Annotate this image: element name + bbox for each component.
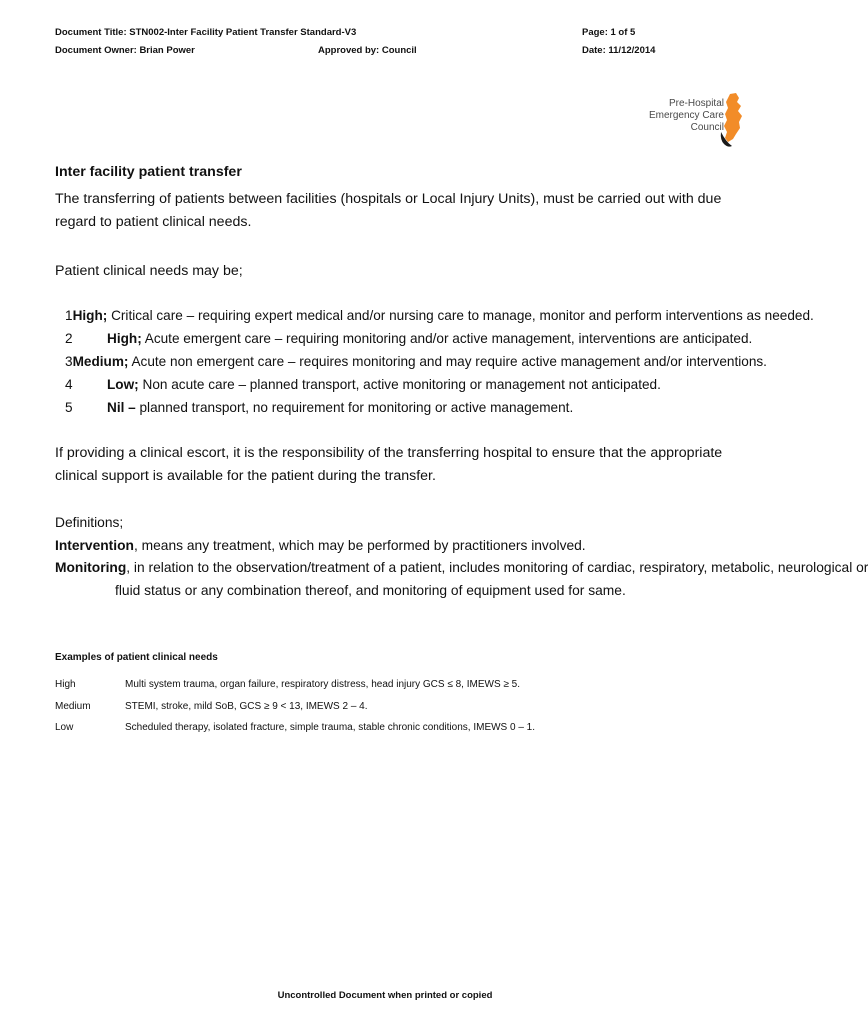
definition-monitoring: Monitoring, in relation to the observation/treatment of a patient, includes monitoring of cardiac, respiratory, metabolic, neurological or: [55, 560, 868, 575]
approved-by: Approved by: Council: [318, 45, 417, 56]
page-number: Page: 1 of 5: [582, 27, 636, 38]
needs-lead: Patient clinical needs may be;: [55, 263, 243, 279]
table-row: Medium STEMI, stroke, mild SoB, GCS ≥ 9 < 13, IMEWS 2 – 4.: [55, 700, 368, 712]
definitions: [55, 512, 868, 602]
examples-table: [55, 674, 535, 739]
phecc-logo: [640, 92, 750, 152]
list-item: 2 High; Acute emergent care – requiring monitoring and/or active management, interventions are anticipated.: [65, 331, 753, 346]
ireland-map-icon: [720, 92, 744, 150]
section-title: Inter facility patient transfer: [55, 164, 242, 180]
definition-monitoring-cont: fluid status or any combination thereof, and monitoring of equipment used for same.: [115, 582, 626, 598]
definition-intervention: Intervention, means any treatment, which may be performed by practitioners involved.: [55, 537, 586, 553]
table-row: High Multi system trauma, organ failure, respiratory distress, head injury GCS ≤ 8, IMEWS ≥ 5.: [55, 679, 520, 690]
footer-note: Uncontrolled Document when printed or copied: [277, 990, 493, 1001]
logo-line-1: Pre-Hospital: [668, 98, 724, 109]
clinical-needs-list: [55, 304, 814, 419]
intro-paragraph: The transferring of patients between facilities (hospitals or Local Injury Units), must be carried out with due regard to patient clinical needs.: [55, 191, 722, 230]
logo-line-2: Emergency Care: [648, 110, 724, 121]
table-row: Low Scheduled therapy, isolated fracture, simple trauma, stable chronic conditions, IMEWS 0 – 1.: [55, 722, 536, 733]
document-date: Date: 11/12/2014: [582, 45, 656, 56]
list-item: 4 Low; Non acute care – planned transport, active monitoring or management not anticipated.: [65, 377, 661, 392]
document-owner: Document Owner: Brian Power: [55, 45, 195, 56]
list-item: 1 High; Critical care – requiring expert medical and/or nursing care to manage, monitor and perform interventions as needed.: [65, 308, 814, 323]
logo-line-3: Council: [690, 122, 724, 133]
escort-paragraph: If providing a clinical escort, it is the responsibility of the transferring hospital to ensure that the appropriate clinical support is available for the patient during the transfer.: [55, 445, 723, 484]
document-title: Document Title: STN002-Inter Facility Patient Transfer Standard-V3: [55, 27, 357, 38]
list-item: 3 Medium; Acute non emergent care – requires monitoring and may require active management and/or interventions.: [65, 354, 767, 369]
definitions-heading: Definitions;: [55, 515, 124, 530]
examples-title: Examples of patient clinical needs: [55, 652, 218, 663]
list-item: 5 Nil – planned transport, no requirement for monitoring or active management.: [65, 400, 574, 415]
